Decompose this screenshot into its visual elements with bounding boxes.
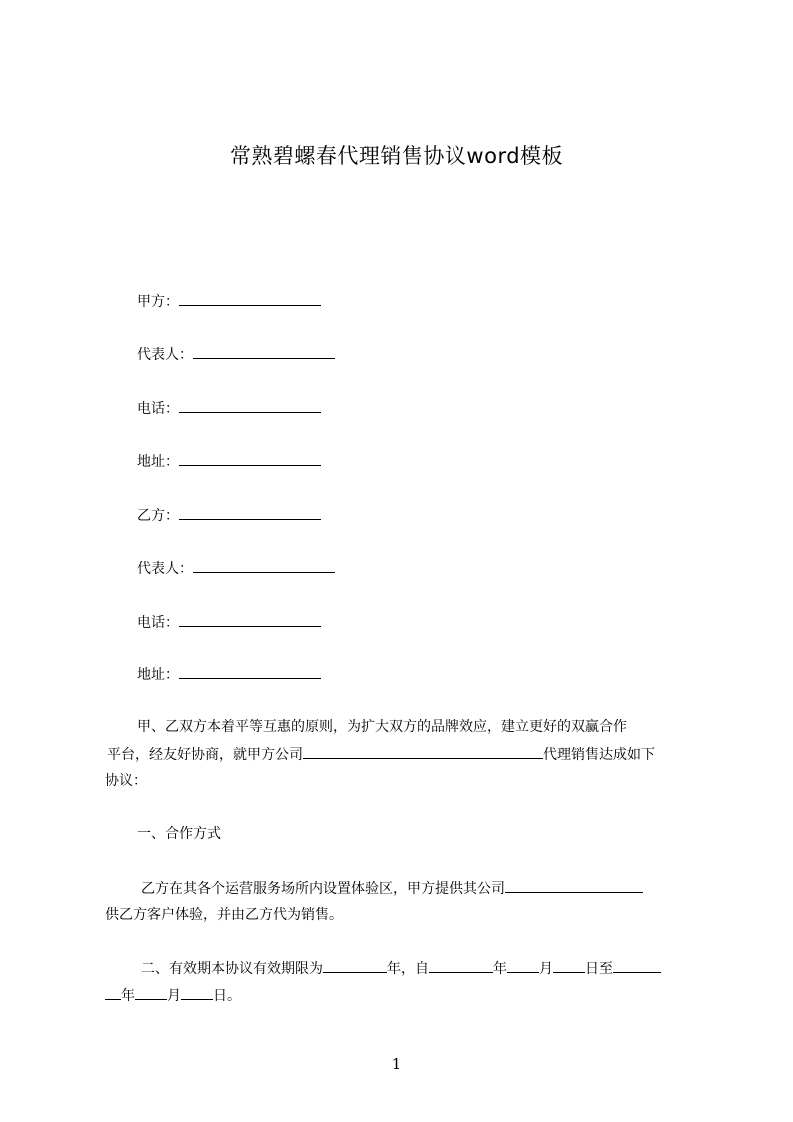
blank-line: [179, 664, 321, 679]
section-2-text: 月: [167, 988, 181, 1004]
blank-line: [507, 958, 539, 973]
blank-line: [323, 958, 387, 973]
field-label: 代表人：: [137, 561, 193, 577]
party-b-representative-field: [137, 558, 335, 579]
blank-line: [181, 985, 213, 1000]
section-1-line-2: 供乙方客户体验，并由乙方代为销售。: [105, 907, 343, 923]
blank-line: [179, 612, 321, 627]
blank-line: [193, 558, 335, 573]
party-a-field: [137, 291, 321, 312]
section-2-text: 日至: [585, 961, 613, 977]
party-b-address-field: [137, 664, 321, 685]
blank-line: [429, 958, 493, 973]
section-2-line-2: [105, 985, 241, 1006]
blank-line: [179, 291, 321, 306]
intro-line-1: 甲、乙双方本着平等互惠的原则，为扩大双方的品牌效应，建立更好的双赢合作: [137, 719, 627, 735]
blank-line: [303, 744, 543, 759]
section-1-line-1: [141, 878, 643, 899]
party-a-address-field: [137, 451, 321, 472]
document-title: 常熟碧螺春代理销售协议word模板: [229, 144, 564, 168]
field-label: 乙方：: [137, 508, 179, 524]
field-label: 电话：: [137, 615, 179, 631]
blank-line: [193, 344, 335, 359]
section-1-heading: 一、合作方式: [137, 826, 221, 842]
section-2-text: 日。: [213, 988, 241, 1004]
party-b-field: [137, 505, 321, 526]
party-a-phone-field: [137, 398, 321, 419]
section-1-line-1-text: 乙方在其各个运营服务场所内设置体验区，甲方提供其公司: [141, 881, 505, 897]
field-label: 代表人：: [137, 347, 193, 363]
section-2-text: 月: [539, 961, 553, 977]
section-2-line-1: [141, 958, 661, 979]
blank-line: [105, 985, 121, 1000]
field-label: 地址：: [137, 454, 179, 470]
blank-line: [135, 985, 167, 1000]
intro-line-2: [107, 744, 655, 765]
blank-line: [179, 398, 321, 413]
intro-line-2-prefix: 平台，经友好协商，就甲方公司: [107, 747, 303, 763]
party-a-representative-field: [137, 344, 335, 365]
blank-line: [179, 505, 321, 520]
section-2-text: 年: [121, 988, 135, 1004]
field-label: 地址：: [137, 667, 179, 683]
field-label: 甲方：: [137, 294, 179, 310]
intro-line-2-suffix: 代理销售达成如下: [543, 747, 655, 763]
party-b-phone-field: [137, 612, 321, 633]
blank-line: [553, 958, 585, 973]
intro-line-3: 协议：: [105, 773, 147, 789]
page-number: 1: [391, 1055, 402, 1073]
blank-line: [179, 451, 321, 466]
blank-line: [505, 878, 643, 893]
field-label: 电话：: [137, 401, 179, 417]
section-2-text: 年，自: [387, 961, 429, 977]
blank-line: [613, 958, 661, 973]
section-2-text: 二、有效期本协议有效期限为: [141, 961, 323, 977]
section-2-text: 年: [493, 961, 507, 977]
